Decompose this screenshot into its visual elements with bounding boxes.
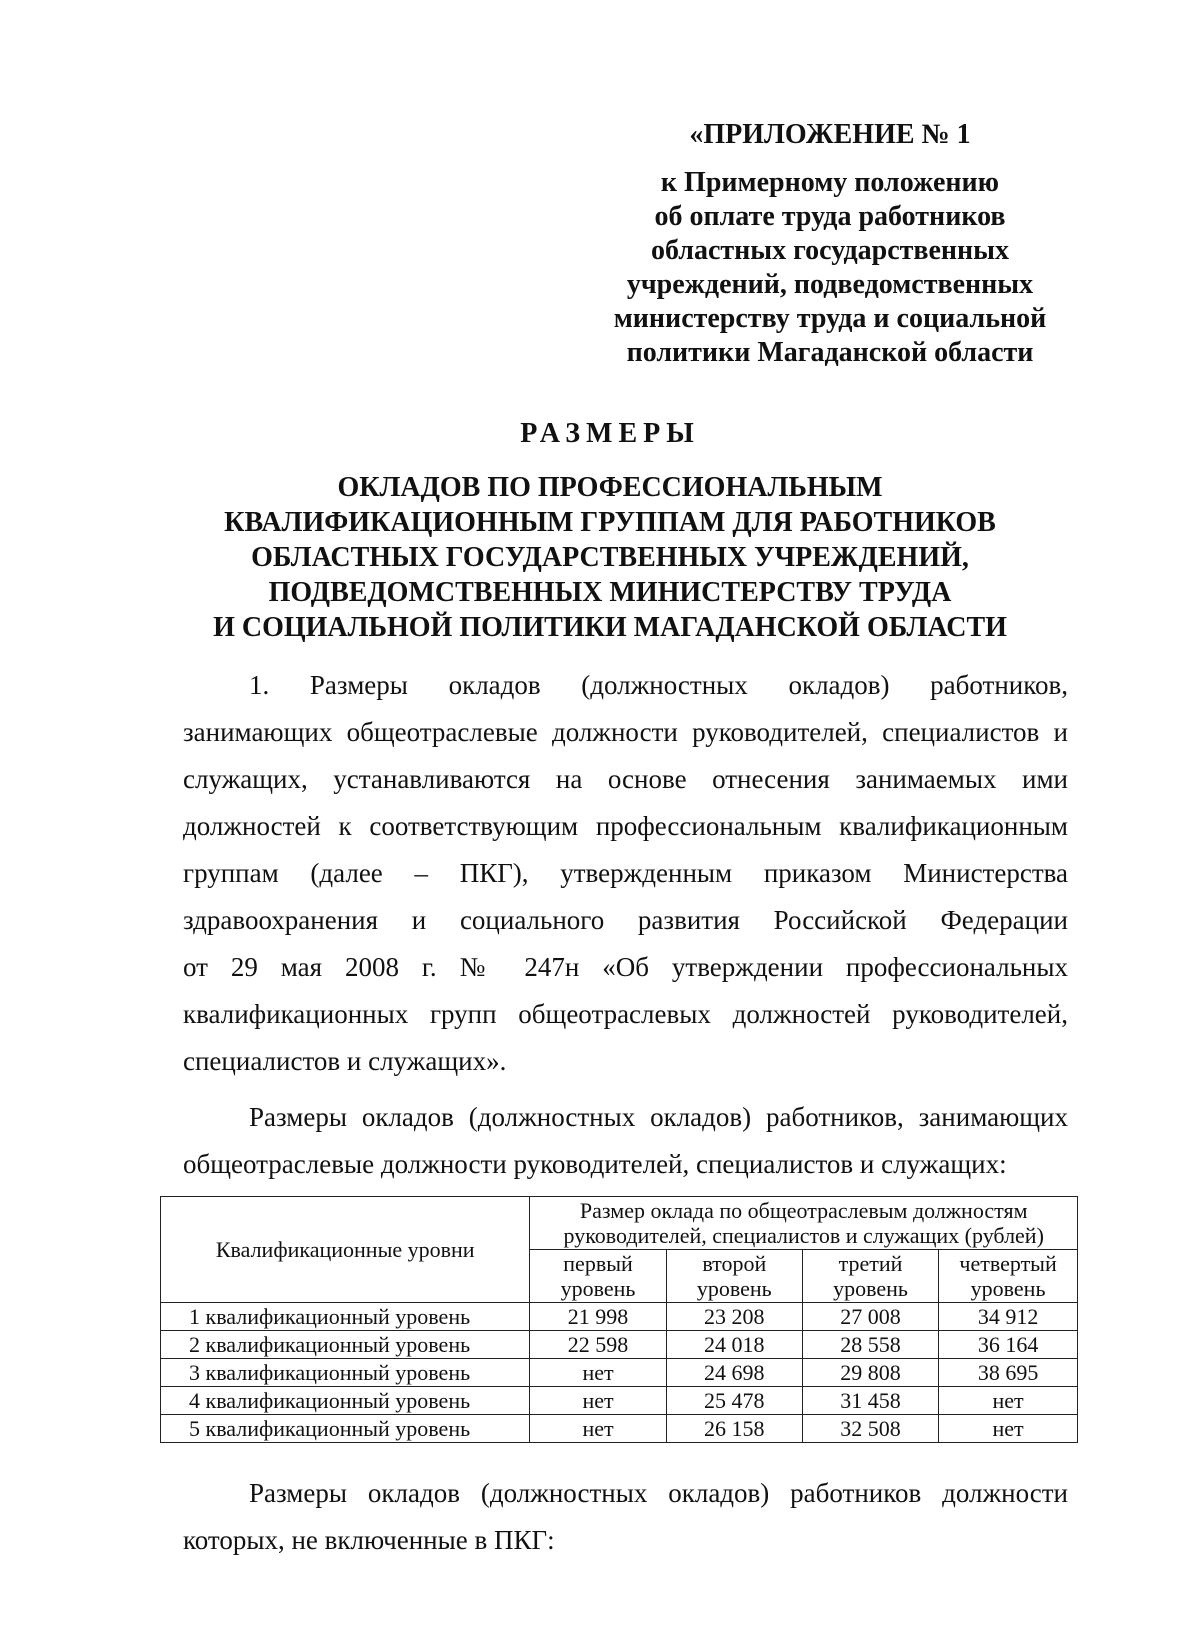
subtitle-line: ПОДВЕДОМСТВЕННЫХ МИНИСТЕРСТВУ ТРУДА	[268, 577, 952, 608]
paragraph-line: специалистов и служащих».	[183, 1046, 507, 1076]
value-cell: 29 808	[802, 1359, 938, 1387]
paragraph-line: должностей к соответствующим профессиональным квалификационным	[183, 811, 1068, 841]
value-cell: 36 164	[939, 1331, 1078, 1359]
column-header-text: уровень	[970, 1276, 1046, 1301]
value-cell: 24 018	[666, 1331, 802, 1359]
paragraph-line: Размеры окладов (должностных окладов) работников, занимающих	[249, 1102, 1068, 1132]
group-header-line: Размер оклада по общеотраслевым должностям	[579, 1198, 1028, 1223]
table-header-row	[161, 1197, 1078, 1250]
level-cell: 4 квалификационный уровень	[161, 1387, 530, 1415]
appendix-line: к Примерному положению	[660, 167, 1000, 198]
table-row	[161, 1359, 1078, 1387]
subtitle-line: ОБЛАСТНЫХ ГОСУДАРСТВЕННЫХ УЧРЕЖДЕНИЙ,	[251, 542, 969, 573]
subtitle-line: КВАЛИФИКАЦИОННЫМ ГРУППАМ ДЛЯ РАБОТНИКОВ	[224, 507, 996, 538]
appendix-line: министерству труда и социальной	[613, 303, 1047, 334]
column-header-second	[666, 1250, 802, 1303]
column-header-fourth	[939, 1250, 1078, 1303]
level-cell: 2 квалификационный уровень	[161, 1331, 530, 1359]
value-cell: 26 158	[666, 1415, 802, 1443]
appendix-heading: «ПРИЛОЖЕНИЕ № 1	[689, 119, 971, 150]
value-cell: 23 208	[666, 1303, 802, 1331]
group-header-line: руководителей, специалистов и служащих (рублей)	[563, 1223, 1044, 1248]
value-cell: 31 458	[802, 1387, 938, 1415]
appendix-line: областных государственных	[650, 235, 1010, 266]
column-header-text: уровень	[696, 1276, 772, 1301]
table-row	[161, 1331, 1078, 1359]
table-row	[161, 1415, 1078, 1443]
levels-header: Квалификационные уровни	[161, 1197, 530, 1303]
value-cell: 22 598	[530, 1331, 666, 1359]
column-header-text: четвертый	[959, 1251, 1057, 1276]
appendix-line: об оплате труда работников	[654, 201, 1006, 232]
table-row	[161, 1303, 1078, 1331]
column-header-text: уровень	[833, 1276, 908, 1301]
paragraph-line: которых, не включенные в ПКГ:	[183, 1525, 555, 1555]
paragraph-line: здравоохранения и социального развития Российской Федерации	[183, 905, 1068, 935]
value-cell: 34 912	[939, 1303, 1078, 1331]
value-cell: 32 508	[802, 1415, 938, 1443]
subtitle-line: ОКЛАДОВ ПО ПРОФЕССИОНАЛЬНЫМ	[337, 472, 883, 503]
value-cell: нет	[530, 1359, 666, 1387]
value-cell: 38 695	[939, 1359, 1078, 1387]
paragraph-1	[183, 662, 1068, 1085]
salary-table	[160, 1196, 1078, 1443]
paragraph-line: группам (далее – ПКГ), утвержденным приказом Министерства	[183, 858, 1068, 888]
appendix-block	[600, 118, 1060, 370]
paragraph-line: от 29 мая 2008 г. № 247н «Об утверждении профессиональных	[183, 952, 1068, 982]
value-cell: 28 558	[802, 1331, 938, 1359]
level-cell: 3 квалификационный уровень	[161, 1359, 530, 1387]
paragraph-line: квалификационных групп общеотраслевых должностей руководителей,	[183, 999, 1068, 1029]
value-cell: 25 478	[666, 1387, 802, 1415]
group-header	[530, 1197, 1078, 1250]
paragraph-line: Размеры окладов (должностных окладов) работников должности	[249, 1478, 1068, 1508]
table-row	[161, 1387, 1078, 1415]
column-header-text: уровень	[560, 1276, 636, 1301]
document-title: РАЗМЕРЫ	[520, 418, 700, 449]
column-header-first	[530, 1250, 666, 1303]
value-cell: 21 998	[530, 1303, 666, 1331]
paragraph-2	[183, 1094, 1068, 1188]
level-cell: 1 квалификационный уровень	[161, 1303, 530, 1331]
paragraph-line: 1. Размеры окладов (должностных окладов) работников,	[249, 670, 1068, 700]
document-subtitle	[140, 470, 1080, 645]
column-header-text: третий	[838, 1251, 903, 1276]
paragraph-3	[183, 1470, 1068, 1564]
level-cell: 5 квалификационный уровень	[161, 1415, 530, 1443]
column-header-text: первый	[563, 1251, 633, 1276]
appendix-line: политики Магаданской области	[626, 337, 1034, 368]
paragraph-line: занимающих общеотраслевые должности руководителей, специалистов и	[183, 717, 1068, 747]
paragraph-line: служащих, устанавливаются на основе отнесения занимаемых ими	[183, 764, 1068, 794]
paragraph-line: общеотраслевые должности руководителей, специалистов и служащих:	[183, 1149, 1007, 1179]
value-cell: 24 698	[666, 1359, 802, 1387]
appendix-line: учреждений, подведомственных	[626, 269, 1034, 300]
column-header-text: второй	[702, 1251, 767, 1276]
value-cell: нет	[530, 1415, 666, 1443]
value-cell: нет	[530, 1387, 666, 1415]
value-cell: нет	[939, 1387, 1078, 1415]
subtitle-line: И СОЦИАЛЬНОЙ ПОЛИТИКИ МАГАДАНСКОЙ ОБЛАСТИ	[213, 612, 1007, 643]
column-header-third	[802, 1250, 938, 1303]
value-cell: 27 008	[802, 1303, 938, 1331]
value-cell: нет	[939, 1415, 1078, 1443]
